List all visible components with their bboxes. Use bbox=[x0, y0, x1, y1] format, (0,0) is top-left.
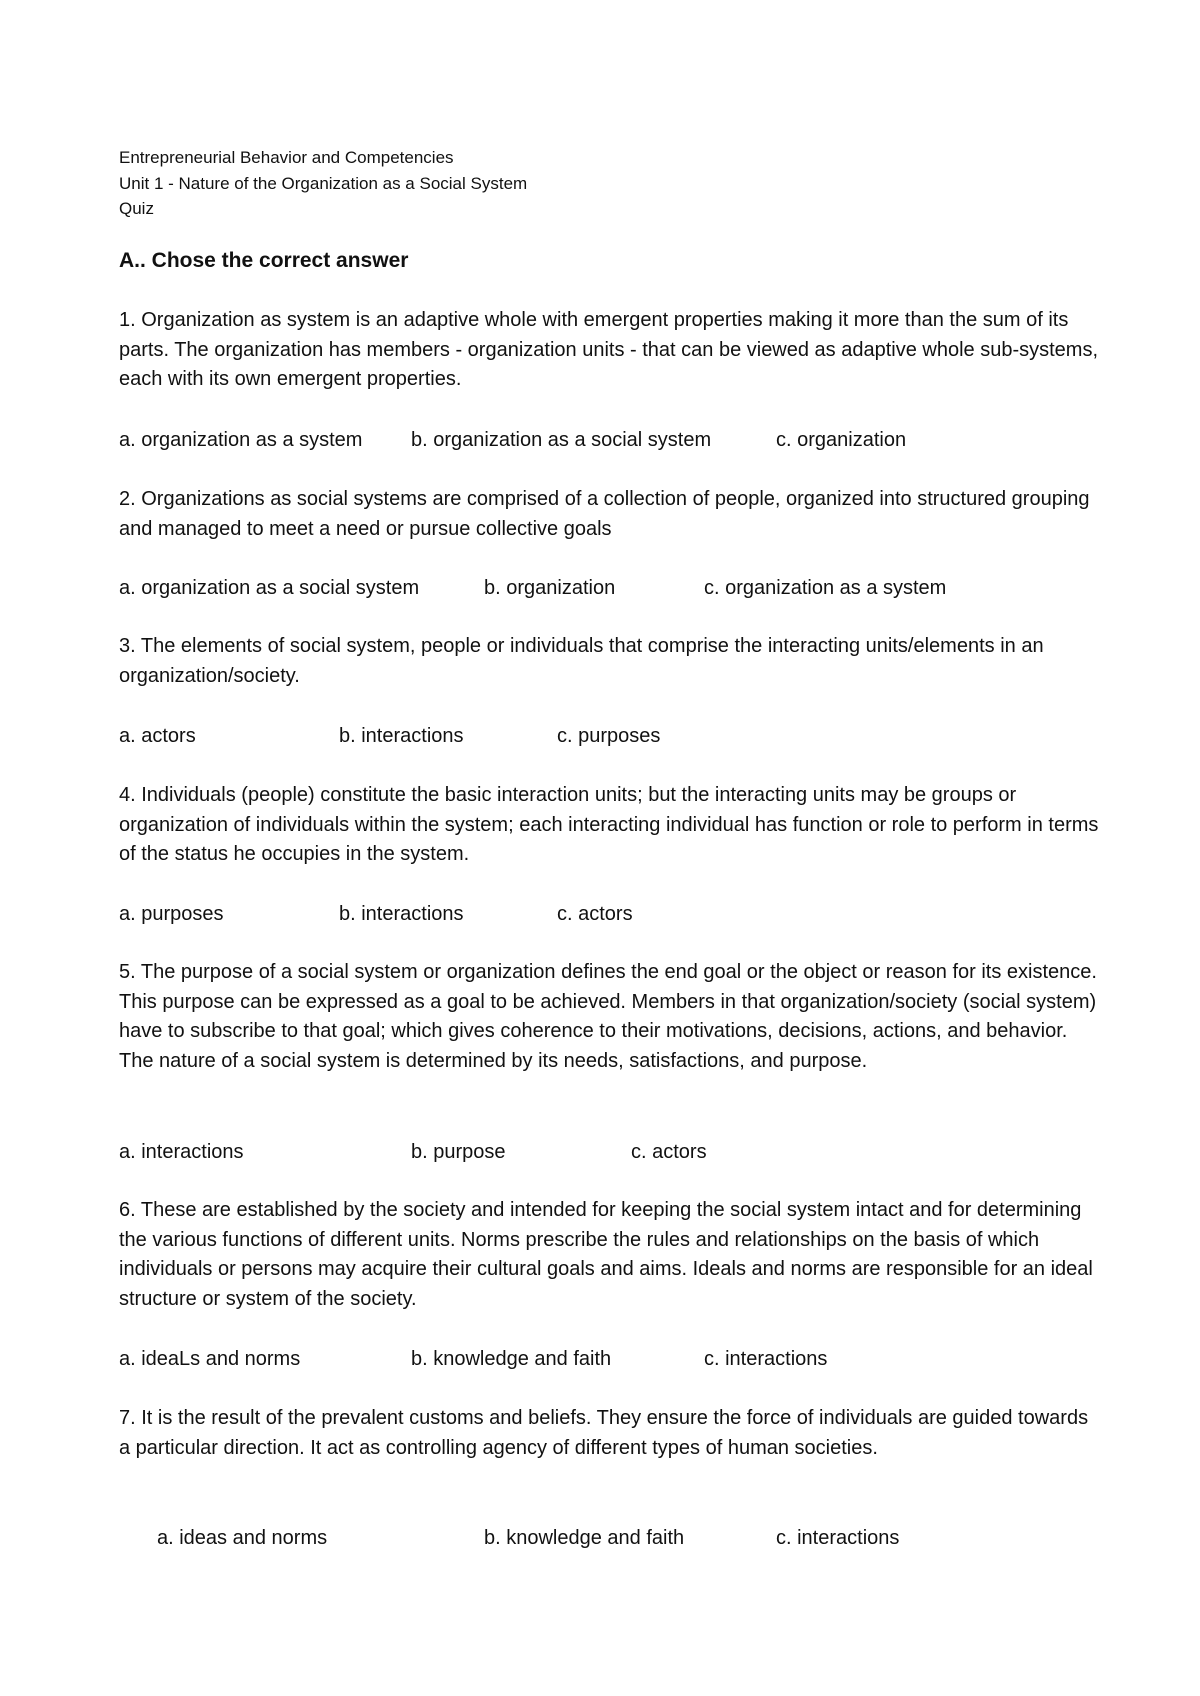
question-4-text: 4. Individuals (people) constitute the basic interaction units; but the interacting units may be groups or organization of individuals within the system; each interacting individual has function or role to perform in terms of the status he occupies in the system. bbox=[119, 784, 1099, 866]
question-3-option-c: c. purposes bbox=[557, 725, 661, 747]
question-7-text: 7. It is the result of the prevalent customs and beliefs. They ensure the force of individuals are guided towards a particular direction. It act as controlling agency of different types of human societies. bbox=[119, 1407, 1089, 1459]
document-type: Quiz bbox=[119, 199, 154, 218]
question-2-option-c: c. organization as a system bbox=[704, 577, 947, 599]
course-title: Entrepreneurial Behavior and Competencies bbox=[119, 148, 454, 167]
question-2-option-a: a. organization as a social system bbox=[119, 577, 420, 599]
question-2-option-b: b. organization bbox=[484, 577, 616, 599]
question-2-text: 2. Organizations as social systems are comprised of a collection of people, organized into structured grouping and managed to meet a need or pursue collective goals bbox=[119, 488, 1090, 540]
question-5-option-c: c. actors bbox=[631, 1141, 707, 1163]
question-6-text: 6. These are established by the society and intended for keeping the social system intact and for determining the various functions of different units. Norms prescribe the rules and relationships on the basis of which individuals or persons may acquire their cultural goals and aims. Ideals and norms are responsible for an ideal structure or system of the society. bbox=[119, 1199, 1093, 1311]
question-3-option-a: a. actors bbox=[119, 725, 196, 747]
question-7-option-c: c. interactions bbox=[776, 1527, 900, 1549]
question-4-option-a: a. purposes bbox=[119, 903, 224, 925]
question-1-text: 1. Organization as system is an adaptive whole with emergent properties making it more than the sum of its parts. The organization has members - organization units - that can be viewed as adaptive whole sub-systems, each with its own emergent properties. bbox=[119, 309, 1099, 391]
question-1-option-c: c. organization bbox=[776, 429, 907, 451]
question-6-option-a: a. ideaLs and norms bbox=[119, 1348, 301, 1370]
question-1-option-b: b. organization as a social system bbox=[411, 429, 712, 451]
question-1-option-a: a. organization as a system bbox=[119, 429, 363, 451]
question-4-option-b: b. interactions bbox=[339, 903, 464, 925]
question-6-option-c: c. interactions bbox=[704, 1348, 828, 1370]
question-3-option-b: b. interactions bbox=[339, 725, 464, 747]
question-7-option-b: b. knowledge and faith bbox=[484, 1527, 685, 1549]
question-4-option-c: c. actors bbox=[557, 903, 633, 925]
question-5-text: 5. The purpose of a social system or organization defines the end goal or the object or reason for its existence. This purpose can be expressed as a goal to be achieved. Members in that organization/society (social system) have to subscribe to that goal; which gives coherence to their motivations, decisions, actions, and behavior. The nature of a social system is determined by its needs, satisfactions, and purpose. bbox=[119, 961, 1097, 1073]
question-6-option-b: b. knowledge and faith bbox=[411, 1348, 612, 1370]
unit-title: Unit 1 - Nature of the Organization as a Social System bbox=[119, 174, 528, 193]
question-5-option-a: a. interactions bbox=[119, 1141, 244, 1163]
question-7-option-a: a. ideas and norms bbox=[157, 1527, 328, 1549]
question-3-text: 3. The elements of social system, people or individuals that comprise the interacting units/elements in an organization/society. bbox=[119, 635, 1044, 687]
question-5-option-b: b. purpose bbox=[411, 1141, 506, 1163]
section-heading: A.. Chose the correct answer bbox=[119, 249, 409, 272]
